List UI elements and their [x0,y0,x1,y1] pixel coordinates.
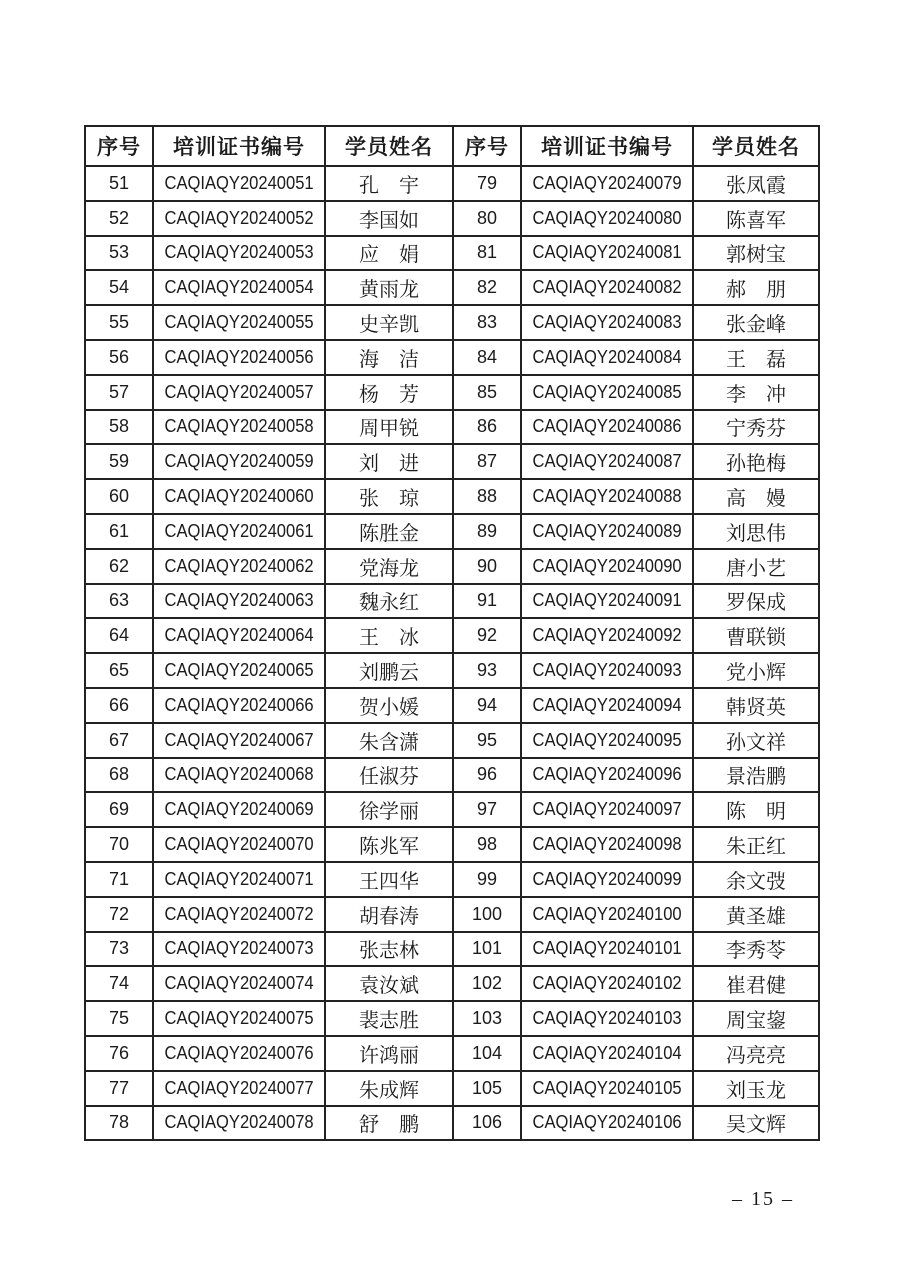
certificate-cell [521,236,693,271]
certificate-cell [521,514,693,549]
table-row [85,966,819,1001]
certificate-cell [521,897,693,932]
name-cell: 袁汝斌 [325,966,453,1001]
certificate-number-text: CAQIAQY20240054 [164,277,314,298]
name-cell: 应 娟 [325,236,453,271]
serial-cell: 80 [453,201,521,236]
serial-cell: 105 [453,1071,521,1106]
trainee-roster [84,125,818,1141]
column-header: 学员姓名 [325,126,453,166]
certificate-number-text: CAQIAQY20240067 [164,729,314,750]
certificate-number-text: CAQIAQY20240097 [532,799,682,820]
certificate-cell [521,966,693,1001]
certificate-number-text: CAQIAQY20240086 [532,416,682,437]
table-row [85,479,819,514]
serial-cell: 64 [85,618,153,653]
certificate-cell [521,201,693,236]
name-cell: 胡春涛 [325,897,453,932]
certificate-cell [521,549,693,584]
certificate-cell [153,1106,325,1141]
certificate-number-text: CAQIAQY20240103 [532,1008,682,1029]
name-cell: 刘思伟 [693,514,819,549]
certificate-cell [521,723,693,758]
certificate-number-text: CAQIAQY20240106 [532,1112,682,1133]
serial-cell: 62 [85,549,153,584]
certificate-number-text: CAQIAQY20240062 [164,555,314,576]
certificate-cell [153,932,325,967]
table-row [85,375,819,410]
table-row [85,1106,819,1141]
certificate-cell [521,827,693,862]
certificate-cell [153,340,325,375]
certificate-cell [153,1001,325,1036]
serial-cell: 56 [85,340,153,375]
certificate-number-text: CAQIAQY20240052 [164,207,314,228]
certificate-number-text: CAQIAQY20240077 [164,1077,314,1098]
name-cell: 舒 鹏 [325,1106,453,1141]
name-cell: 崔君健 [693,966,819,1001]
serial-cell: 95 [453,723,521,758]
roster-table [84,125,820,1141]
serial-cell: 72 [85,897,153,932]
certificate-number-text: CAQIAQY20240088 [532,486,682,507]
certificate-cell [521,375,693,410]
name-cell: 海 洁 [325,340,453,375]
certificate-number-text: CAQIAQY20240061 [164,520,314,541]
certificate-number-text: CAQIAQY20240100 [532,903,682,924]
certificate-cell [521,758,693,793]
serial-cell: 100 [453,897,521,932]
serial-cell: 89 [453,514,521,549]
certificate-number-text: CAQIAQY20240094 [532,694,682,715]
serial-cell: 74 [85,966,153,1001]
name-cell: 吴文辉 [693,1106,819,1141]
name-cell: 陈兆军 [325,827,453,862]
certificate-cell [521,479,693,514]
certificate-number-text: CAQIAQY20240056 [164,346,314,367]
certificate-number-text: CAQIAQY20240079 [532,172,682,193]
serial-cell: 55 [85,305,153,340]
certificate-cell [153,862,325,897]
table-row [85,862,819,897]
serial-cell: 92 [453,618,521,653]
serial-cell: 88 [453,479,521,514]
name-cell: 贺小媛 [325,688,453,723]
name-cell: 王四华 [325,862,453,897]
serial-cell: 63 [85,584,153,619]
certificate-number-text: CAQIAQY20240081 [532,242,682,263]
name-cell: 张金峰 [693,305,819,340]
certificate-number-text: CAQIAQY20240059 [164,451,314,472]
certificate-cell [153,236,325,271]
table-row [85,758,819,793]
certificate-cell [153,514,325,549]
certificate-number-text: CAQIAQY20240089 [532,520,682,541]
name-cell: 朱成辉 [325,1071,453,1106]
serial-cell: 83 [453,305,521,340]
name-cell: 曹联锁 [693,618,819,653]
table-row [85,897,819,932]
serial-cell: 91 [453,584,521,619]
certificate-number-text: CAQIAQY20240099 [532,868,682,889]
certificate-number-text: CAQIAQY20240068 [164,764,314,785]
certificate-cell [521,1036,693,1071]
certificate-number-text: CAQIAQY20240075 [164,1008,314,1029]
certificate-cell [521,1001,693,1036]
name-cell: 刘 进 [325,444,453,479]
serial-cell: 68 [85,758,153,793]
name-cell: 陈喜军 [693,201,819,236]
serial-cell: 82 [453,270,521,305]
serial-cell: 97 [453,792,521,827]
name-cell: 孙文祥 [693,723,819,758]
certificate-cell [521,688,693,723]
serial-cell: 71 [85,862,153,897]
certificate-cell [521,653,693,688]
certificate-cell [153,375,325,410]
certificate-cell [521,932,693,967]
certificate-cell [153,1036,325,1071]
table-row [85,688,819,723]
certificate-cell [521,618,693,653]
certificate-cell [521,1071,693,1106]
certificate-cell [521,1106,693,1141]
serial-cell: 99 [453,862,521,897]
certificate-number-text: CAQIAQY20240063 [164,590,314,611]
certificate-cell [153,201,325,236]
serial-cell: 93 [453,653,521,688]
name-cell: 李国如 [325,201,453,236]
name-cell: 郝 朋 [693,270,819,305]
name-cell: 任淑芬 [325,758,453,793]
serial-cell: 102 [453,966,521,1001]
certificate-number-text: CAQIAQY20240101 [532,938,682,959]
name-cell: 张 琼 [325,479,453,514]
certificate-cell [521,340,693,375]
certificate-number-text: CAQIAQY20240098 [532,834,682,855]
certificate-number-text: CAQIAQY20240065 [164,660,314,681]
serial-cell: 98 [453,827,521,862]
roster-table-header [85,126,819,166]
certificate-cell [153,653,325,688]
name-cell: 史辛凯 [325,305,453,340]
certificate-cell [153,410,325,445]
table-row [85,549,819,584]
serial-cell: 106 [453,1106,521,1141]
name-cell: 许鸿丽 [325,1036,453,1071]
page-number: – 15 – [732,1188,794,1210]
certificate-cell [153,584,325,619]
certificate-number-text: CAQIAQY20240082 [532,277,682,298]
name-cell: 朱正红 [693,827,819,862]
certificate-number-text: CAQIAQY20240076 [164,1042,314,1063]
certificate-cell [153,758,325,793]
certificate-number-text: CAQIAQY20240069 [164,799,314,820]
table-row [85,792,819,827]
name-cell: 郭树宝 [693,236,819,271]
column-header: 学员姓名 [693,126,819,166]
table-row [85,827,819,862]
certificate-cell [521,270,693,305]
certificate-cell [153,792,325,827]
serial-cell: 65 [85,653,153,688]
name-cell: 徐学丽 [325,792,453,827]
name-cell: 黄雨龙 [325,270,453,305]
serial-cell: 67 [85,723,153,758]
certificate-number-text: CAQIAQY20240092 [532,625,682,646]
column-header: 序号 [453,126,521,166]
name-cell: 孔 宇 [325,166,453,201]
certificate-number-text: CAQIAQY20240085 [532,381,682,402]
certificate-cell [153,1071,325,1106]
serial-cell: 103 [453,1001,521,1036]
certificate-number-text: CAQIAQY20240084 [532,346,682,367]
serial-cell: 60 [85,479,153,514]
certificate-number-text: CAQIAQY20240091 [532,590,682,611]
name-cell: 唐小艺 [693,549,819,584]
certificate-cell [153,688,325,723]
column-header: 培训证书编号 [153,126,325,166]
name-cell: 党小辉 [693,653,819,688]
certificate-number-text: CAQIAQY20240080 [532,207,682,228]
certificate-number-text: CAQIAQY20240102 [532,973,682,994]
table-row [85,270,819,305]
table-row [85,723,819,758]
serial-cell: 58 [85,410,153,445]
certificate-cell [153,305,325,340]
serial-cell: 53 [85,236,153,271]
certificate-number-text: CAQIAQY20240090 [532,555,682,576]
name-cell: 刘鹏云 [325,653,453,688]
table-row [85,514,819,549]
serial-cell: 76 [85,1036,153,1071]
certificate-number-text: CAQIAQY20240105 [532,1077,682,1098]
certificate-cell [153,966,325,1001]
serial-cell: 101 [453,932,521,967]
table-row [85,201,819,236]
certificate-cell [521,305,693,340]
certificate-number-text: CAQIAQY20240070 [164,834,314,855]
certificate-number-text: CAQIAQY20240093 [532,660,682,681]
serial-cell: 59 [85,444,153,479]
certificate-cell [153,479,325,514]
certificate-number-text: CAQIAQY20240057 [164,381,314,402]
table-row [85,1071,819,1106]
name-cell: 罗保成 [693,584,819,619]
table-row [85,340,819,375]
serial-cell: 81 [453,236,521,271]
name-cell: 周甲锐 [325,410,453,445]
name-cell: 景浩鹏 [693,758,819,793]
certificate-number-text: CAQIAQY20240060 [164,486,314,507]
serial-cell: 85 [453,375,521,410]
serial-cell: 52 [85,201,153,236]
name-cell: 张志林 [325,932,453,967]
certificate-cell [153,166,325,201]
name-cell: 高 嫚 [693,479,819,514]
serial-cell: 86 [453,410,521,445]
table-row [85,653,819,688]
serial-cell: 66 [85,688,153,723]
serial-cell: 77 [85,1071,153,1106]
certificate-number-text: CAQIAQY20240058 [164,416,314,437]
certificate-cell [521,584,693,619]
serial-cell: 51 [85,166,153,201]
name-cell: 李 冲 [693,375,819,410]
serial-cell: 57 [85,375,153,410]
serial-cell: 87 [453,444,521,479]
serial-cell: 69 [85,792,153,827]
name-cell: 孙艳梅 [693,444,819,479]
serial-cell: 75 [85,1001,153,1036]
serial-cell: 79 [453,166,521,201]
certificate-number-text: CAQIAQY20240071 [164,868,314,889]
name-cell: 张凤霞 [693,166,819,201]
certificate-number-text: CAQIAQY20240095 [532,729,682,750]
serial-cell: 73 [85,932,153,967]
table-row [85,1001,819,1036]
name-cell: 杨 芳 [325,375,453,410]
serial-cell: 61 [85,514,153,549]
certificate-number-text: CAQIAQY20240051 [164,172,314,193]
name-cell: 周宝鋆 [693,1001,819,1036]
certificate-cell [153,723,325,758]
certificate-cell [153,618,325,653]
name-cell: 黄圣雄 [693,897,819,932]
certificate-cell [153,827,325,862]
name-cell: 韩贤英 [693,688,819,723]
certificate-cell [521,166,693,201]
certificate-number-text: CAQIAQY20240073 [164,938,314,959]
certificate-cell [521,410,693,445]
serial-cell: 54 [85,270,153,305]
certificate-number-text: CAQIAQY20240078 [164,1112,314,1133]
name-cell: 王 磊 [693,340,819,375]
name-cell: 冯亮亮 [693,1036,819,1071]
name-cell: 李秀苓 [693,932,819,967]
certificate-cell [521,792,693,827]
certificate-number-text: CAQIAQY20240053 [164,242,314,263]
name-cell: 刘玉龙 [693,1071,819,1106]
certificate-number-text: CAQIAQY20240066 [164,694,314,715]
table-row [85,932,819,967]
table-row [85,584,819,619]
serial-cell: 70 [85,827,153,862]
name-cell: 陈 明 [693,792,819,827]
certificate-number-text: CAQIAQY20240083 [532,312,682,333]
table-row [85,444,819,479]
certificate-number-text: CAQIAQY20240087 [532,451,682,472]
table-row [85,410,819,445]
name-cell: 王 冰 [325,618,453,653]
name-cell: 魏永红 [325,584,453,619]
name-cell: 朱含潇 [325,723,453,758]
certificate-cell [153,270,325,305]
serial-cell: 90 [453,549,521,584]
header-row [85,126,819,166]
certificate-cell [153,549,325,584]
roster-table-body [85,166,819,1140]
serial-cell: 104 [453,1036,521,1071]
table-row [85,166,819,201]
certificate-number-text: CAQIAQY20240096 [532,764,682,785]
certificate-number-text: CAQIAQY20240072 [164,903,314,924]
serial-cell: 96 [453,758,521,793]
certificate-number-text: CAQIAQY20240055 [164,312,314,333]
certificate-cell [521,862,693,897]
name-cell: 裴志胜 [325,1001,453,1036]
name-cell: 宁秀芬 [693,410,819,445]
serial-cell: 84 [453,340,521,375]
table-row [85,1036,819,1071]
certificate-number-text: CAQIAQY20240074 [164,973,314,994]
table-row [85,305,819,340]
certificate-cell [153,897,325,932]
name-cell: 党海龙 [325,549,453,584]
certificate-cell [521,444,693,479]
table-row [85,236,819,271]
serial-cell: 78 [85,1106,153,1141]
certificate-cell [153,444,325,479]
column-header: 培训证书编号 [521,126,693,166]
column-header: 序号 [85,126,153,166]
serial-cell: 94 [453,688,521,723]
certificate-number-text: CAQIAQY20240064 [164,625,314,646]
table-row [85,618,819,653]
certificate-number-text: CAQIAQY20240104 [532,1042,682,1063]
name-cell: 陈胜金 [325,514,453,549]
name-cell: 余文弢 [693,862,819,897]
